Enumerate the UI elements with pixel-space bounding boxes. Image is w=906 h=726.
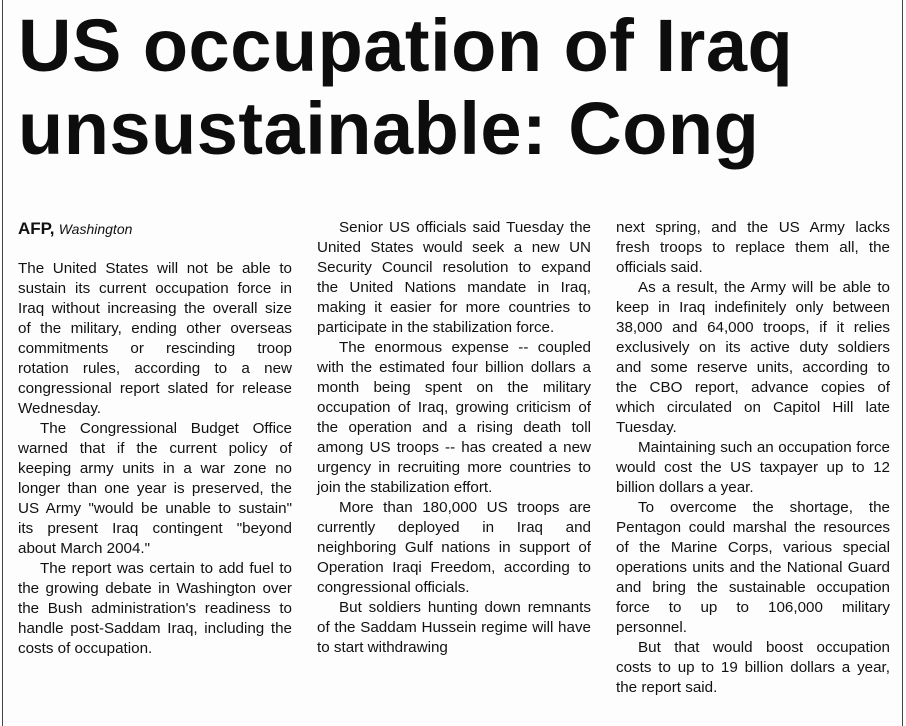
- byline-place: Washington: [58, 221, 133, 237]
- paragraph: More than 180,000 US troops are currently deployed in Iraq and neighboring Gulf nations in support of Operation Iraqi Freedom, according to congressional officials.: [317, 499, 591, 596]
- paragraph: next spring, and the US Army lacks fresh troops to replace them all, the officials said.: [616, 219, 890, 276]
- paragraph: As a result, the Army will be able to keep in Iraq indefinitely only between 38,000 and 64,000 troops, if it relies exclusively on its active duty soldiers and some reserve units, according to the CBO report, advance copies of which circulated on Capitol Hill late Tuesday.: [616, 279, 890, 436]
- paragraph: But soldiers hunting down remnants of the Saddam Hussein regime will have to start withdrawing: [317, 599, 591, 656]
- right-border-rule: [902, 0, 903, 726]
- column-2: [317, 218, 591, 658]
- headline-line-1: US occupation of Iraq: [18, 4, 794, 87]
- paragraph: The United States will not be able to sustain its current occupation force in Iraq without increasing the overall size of the military, ending other overseas commitments or rescinding troop rotation rules, according to a new congressional report slated for release Wednesday.: [18, 260, 292, 417]
- headline-line-2: unsustainable: Cong: [18, 87, 760, 170]
- article-body: [18, 218, 890, 718]
- byline-agency: AFP,: [18, 219, 55, 238]
- headline: [18, 4, 888, 170]
- paragraph: To overcome the shortage, the Pentagon could marshal the resources of the Marine Corps, various special operations units and the National Guard and bring the sustainable occupation force to up to 106,000 military personnel.: [616, 499, 890, 636]
- paragraph: The report was certain to add fuel to the growing debate in Washington over the Bush administration's readiness to handle post-Saddam Iraq, including the costs of occupation.: [18, 560, 292, 657]
- left-border-rule: [2, 0, 3, 726]
- byline: [18, 218, 292, 241]
- paragraph: The Congressional Budget Office warned that if the current policy of keeping army units in a war zone no longer than one year is preserved, the US Army "would be unable to sustain" its present Iraq contingent "beyond about March 2004.": [18, 420, 292, 557]
- column-3: [616, 218, 890, 698]
- column-1: [18, 218, 292, 659]
- paragraph: Maintaining such an occupation force would cost the US taxpayer up to 12 billion dollars a year.: [616, 439, 890, 496]
- paragraph: The enormous expense -- coupled with the estimated four billion dollars a month being spent on the military occupation of Iraq, growing criticism of the operation and a rising death toll among US troops -- has created a new urgency in recruiting more countries to join the stabilization effort.: [317, 339, 591, 496]
- paragraph: But that would boost occupation costs to up to 19 billion dollars a year, the report said.: [616, 639, 890, 696]
- paragraph: Senior US officials said Tuesday the United States would seek a new UN Security Council resolution to expand the United Nations mandate in Iraq, making it easier for more countries to participate in the stabilization force.: [317, 219, 591, 336]
